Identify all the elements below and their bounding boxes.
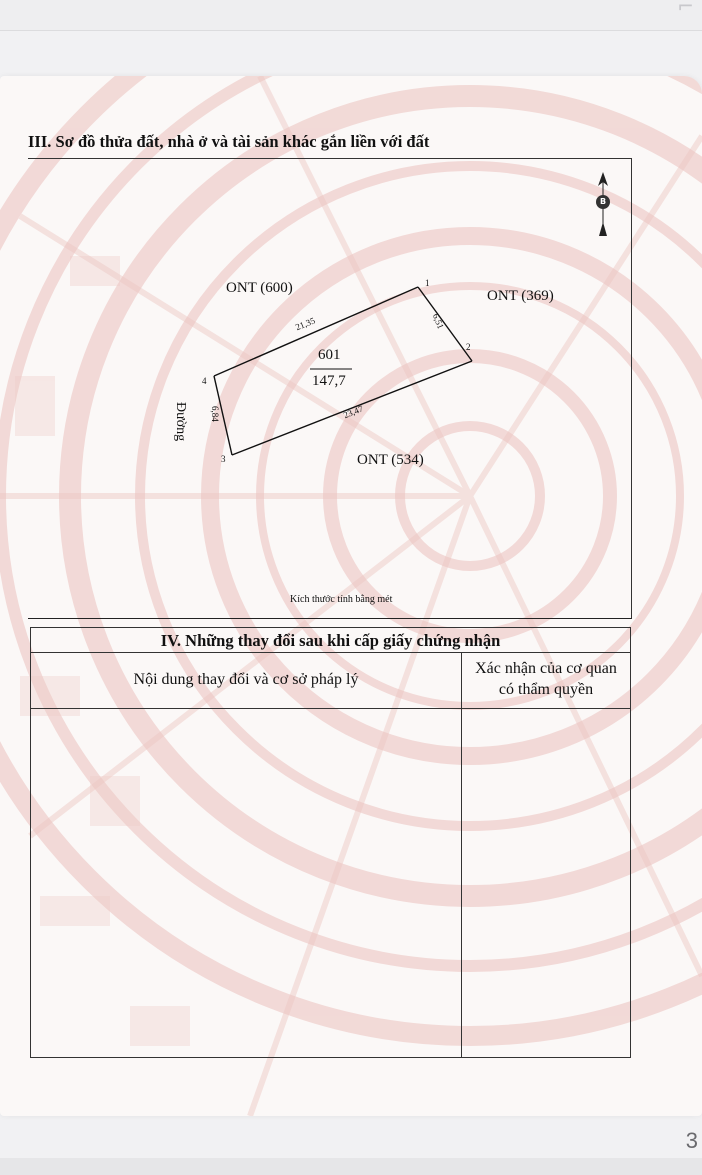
section4-title: IV. Những thay đổi sau khi cấp giấy chứng nhận	[31, 628, 630, 653]
vertex-2-label: 2	[466, 342, 471, 352]
col-confirm-line2: có thẩm quyền	[498, 681, 594, 698]
neighbor-east-label: ONT (369)	[487, 288, 554, 304]
changes-table	[30, 627, 631, 1058]
north-marker: B	[596, 195, 610, 209]
confirm-cell	[461, 708, 631, 1057]
bottom-bar	[0, 1158, 702, 1175]
content-cell	[31, 708, 461, 1057]
edge-bottom-length: 23,47	[342, 403, 365, 421]
parcel-diagram	[0, 76, 702, 636]
vertex-1-label: 1	[425, 278, 430, 288]
changes-table-header	[31, 652, 630, 709]
neighbor-south-label: ONT (534)	[357, 452, 424, 468]
edge-right-length: 6,51	[430, 312, 446, 331]
scale-note: Kích thước tính bằng mét	[290, 594, 393, 605]
parcel-area: 147,7	[312, 373, 346, 389]
neighbor-north-label: ONT (600)	[226, 280, 293, 296]
edge-top-length: 21,35	[294, 315, 317, 333]
parcel-number: 601	[318, 347, 341, 363]
corner-mark: ⌐	[677, 0, 694, 18]
col-confirm-line1: Xác nhận của cơ quan	[475, 660, 617, 677]
vertex-3-label: 3	[221, 454, 226, 464]
vertex-4-label: 4	[202, 376, 207, 386]
parcel-edge-top	[214, 287, 418, 376]
section3-title: III. Sơ đồ thửa đất, nhà ở và tài sản khác gắn liền với đất	[28, 132, 430, 151]
road-label: Đường	[173, 402, 188, 442]
top-bar	[0, 0, 702, 31]
document-content	[0, 76, 702, 1116]
edge-left-length: 6,84	[210, 406, 220, 422]
col-confirm-header	[461, 652, 630, 708]
certificate-page	[0, 76, 702, 1116]
col-content-header: Nội dung thay đổi và cơ sở pháp lý	[133, 671, 359, 688]
page-number: 3	[685, 1128, 698, 1153]
